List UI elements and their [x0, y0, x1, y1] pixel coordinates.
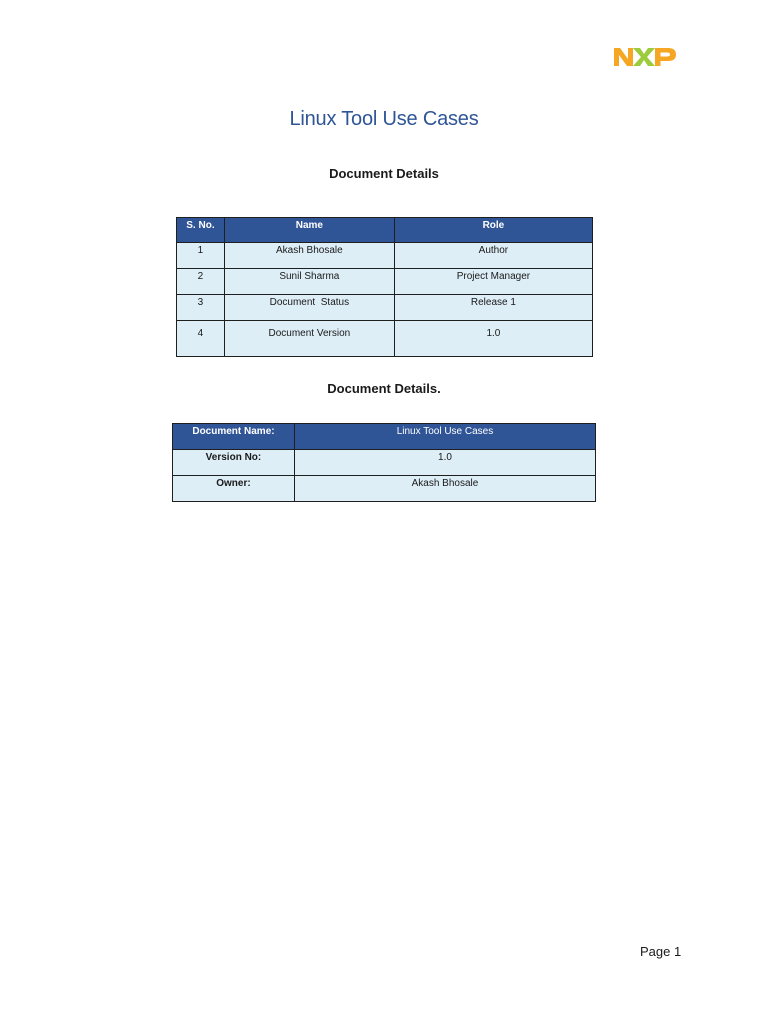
table-header-row [177, 218, 593, 243]
value-document-name: Linux Tool Use Cases [294, 424, 595, 450]
document-details-table [176, 217, 593, 357]
cell-role: Author [394, 243, 592, 269]
section-heading-document-details-2: Document Details. [327, 381, 441, 396]
column-header-sno: S. No. [177, 218, 225, 243]
label-version: Version No: [173, 450, 295, 476]
cell-role: 1.0 [394, 321, 592, 357]
cell-name: Sunil Sharma [224, 269, 394, 295]
column-header-name: Name [224, 218, 394, 243]
cell-name: Document Status [224, 295, 394, 321]
label-document-name: Document Name: [173, 424, 295, 450]
value-owner: Akash Bhosale [294, 476, 595, 502]
page-number: Page 1 [640, 944, 682, 959]
cell-sno: 1 [177, 243, 225, 269]
value-version: 1.0 [294, 450, 595, 476]
label-owner: Owner: [173, 476, 295, 502]
cell-role: Project Manager [394, 269, 592, 295]
table-row [177, 295, 593, 321]
cell-sno: 2 [177, 269, 225, 295]
document-info-table [172, 423, 596, 502]
cell-sno: 4 [177, 321, 225, 357]
cell-name: Document Version [224, 321, 394, 357]
cell-sno: 3 [177, 295, 225, 321]
document-title: Linux Tool Use Cases [289, 108, 479, 130]
cell-name: Akash Bhosale [224, 243, 394, 269]
column-header-role: Role [394, 218, 592, 243]
nxp-logo-icon [612, 44, 678, 70]
table-row-version [173, 450, 596, 476]
nxp-logo [612, 44, 678, 70]
table-row [177, 243, 593, 269]
table-row [177, 321, 593, 357]
table-row-document-name [173, 424, 596, 450]
table-row [177, 269, 593, 295]
cell-role: Release 1 [394, 295, 592, 321]
section-heading-document-details: Document Details [329, 166, 439, 181]
table-row-owner [173, 476, 596, 502]
